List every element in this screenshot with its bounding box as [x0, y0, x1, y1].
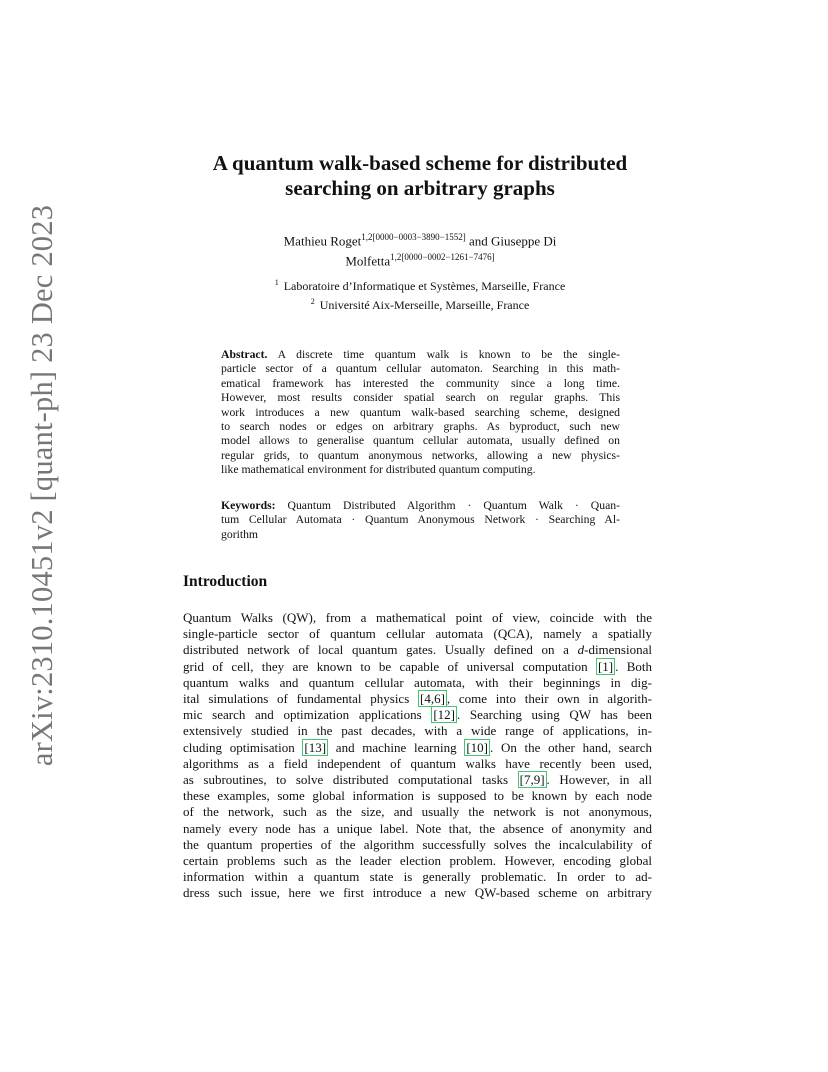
citation-link[interactable]: [4,6]	[420, 691, 445, 707]
abstract: Abstract. A discrete time quantum walk is known to be the single- particle sector of a quantum cellular automaton. Searching in this math- ematical framework has interested the community since a long time. However, most results consider spatial search on regular graphs. This work introduces a new quantum walk-based searching scheme, designed to search nodes or edges on arbitrary graphs. As byproduct, such new model allows to generalise quantum cellular automata, usually defined on regular grids, to quantum anonymous networks, allowing a new physics- like mathematical environment for distributed quantum computing.	[221, 348, 620, 477]
title-line-1: A quantum walk-based scheme for distributed	[212, 151, 628, 175]
citation-link[interactable]: [12]	[433, 707, 455, 723]
abstract-label: Abstract.	[221, 348, 268, 361]
citation-link[interactable]: [10]	[466, 739, 488, 755]
author-list	[230, 229, 610, 270]
author-conjunction: and Giuseppe Di	[465, 233, 557, 249]
keywords-label: Keywords:	[221, 499, 276, 512]
affiliation-2: $^2$ Université Aix-Merseille, Marseille, France	[310, 297, 530, 312]
paper-title	[170, 151, 670, 201]
citation-link[interactable]: [7,9]	[519, 772, 545, 788]
citation-link[interactable]: [13]	[304, 739, 327, 755]
arxiv-identifier: arXiv:2310.10451v2 [quant-ph] 23 Dec 2023	[25, 204, 60, 766]
affiliation-1: $^1$ Laboratoire d’Informatique et Systèmes, Marseille, France	[274, 278, 566, 293]
section-heading-introduction: Introduction	[183, 573, 268, 590]
author-1-name: Mathieu Roget	[283, 233, 362, 249]
keywords: Keywords: Quantum Distributed Algorithm · Quantum Walk · Quan- tum Cellular Automata · Quantum Anonymous Network · Searching Al- gorithm	[221, 499, 620, 541]
citation-link[interactable]: [1]	[597, 658, 614, 674]
introduction-body: Quantum Walks (QW), from a mathematical point of view, coincide with the single-particle sector of quantum cellular automata (QCA), namely a spatially distributed network of local quantum gates. Usually defined on a d-dimensional grid of cell, they are known to be capable of universal computation [1] . Both quantum walks and quantum cellular automata, with their beginnings in dig- ital simulations of fundamental physics [4,6] , come into their own in algorith- mic search and optimization applications [12] . Searching using QW has been extensively studied in the past decades, with a wide range of applications, in- cluding optimisation [13] and machine learning [10] . On the other hand, search algorithms as a field independent of quantum walks have recently been used, as subroutines, to solve distributed computational tasks [7,9] . However, in all these examples, some global information is supposed to be known by each node of the network, such as the size, and usually the network is not anonymous, namely every node has a unique label. Note that, the absence of anonymity and the quantum properties of the algorithm successfully solves the incalculability of certain problems such as the leader election problem. However, encoding global information within a quantum state is generally problematic. In order to ad- dress such issue, here we first introduce a new QW-based scheme on arbitrary	[183, 610, 652, 901]
arxiv-sidebar-stamp	[14, 204, 72, 766]
title-line-2: searching on arbitrary graphs	[285, 176, 555, 200]
affiliations	[200, 275, 640, 313]
author-2-name: Molfetta	[345, 253, 391, 269]
author-2-orcid: 1,2[0000−0002−1261−7476]	[390, 252, 495, 263]
author-1-orcid: 1,2[0000−0003−3890−1552]	[361, 232, 466, 242]
